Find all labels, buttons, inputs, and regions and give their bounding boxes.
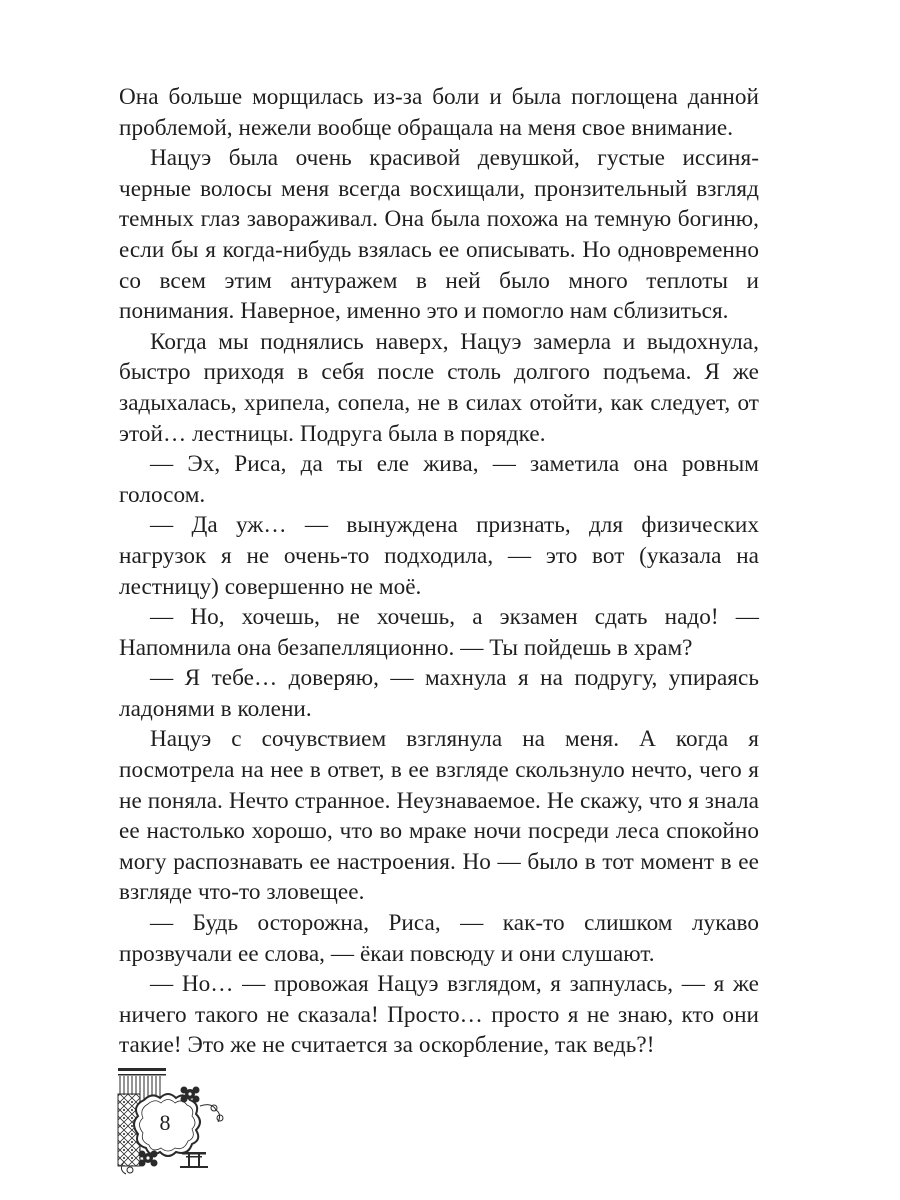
paragraph-9: — Будь осторожна, Риса, — как-то слишком лукаво прозвучали ее слова, — ёкаи повсюду и они слушают. <box>119 910 759 967</box>
paragraph-8: Нацуэ с сочувствием взглянула на меня. А когда я посмотрела на нее в ответ, в ее взгляде скользнуло нечто, чего я не поняла. Нечто странное. Неузнаваемое. Не скажу, что я знала ее настолько хорошо, что во мраке ночи посреди леса спокойно могу распознавать ее настроения. Но — было в тот момент в ее взгляде что-то зловещее. <box>119 726 759 906</box>
paragraph-10: — Но… — провожая Нацуэ взглядом, я запнулась, — я же ничего такого не сказала! Просто… просто я не знаю, кто они такие! Это же не считается за оскорбление, так ведь?! <box>119 971 759 1059</box>
paragraph-5: — Да уж… — вынуждена признать, для физических нагрузок я не очень-то подходила, — это вот (указала на лестницу) совершенно не моё. <box>119 512 759 600</box>
paragraph-7: — Я тебе… доверяю, — махнула я на подругу, упираясь ладонями в колени. <box>119 665 759 722</box>
body-text <box>119 82 759 1061</box>
paragraph-4: — Эх, Риса, да ты еле жива, — заметила она ровным голосом. <box>119 451 759 508</box>
paragraph-1: Она больше морщилась из-за боли и была поглощена данной проблемой, нежели вообще обращала на меня свое внимание. <box>119 84 759 141</box>
page-number: 8 <box>159 1110 171 1135</box>
torii-icon <box>180 1152 208 1168</box>
paragraph-3: Когда мы поднялись наверх, Нацуэ замерла и выдохнула, быстро приходя в себя после столь долгого подъема. Я же задыхалась, хрипела, сопела, не в силах отойти, как следует, от этой… лестницы. Подруга была в порядке. <box>119 328 759 447</box>
paragraph-6: — Но, хочешь, не хочешь, а экзамен сдать надо! — Напомнила она безапелляционно. — Ты пойдешь в храм? <box>119 604 759 661</box>
paragraph-2: Нацуэ была очень красивой девушкой, густые иссиня-черные волосы меня всегда восхищали, пронзительный взгляд темных глаз завораживал. Она была похожа на темную богиню, если бы я когда-нибудь взялась ее описывать. Но одновременно со всем этим антуражем в ней было много теплоты и понимания. Наверное, именно это и помогло нам сблизиться. <box>119 145 759 325</box>
